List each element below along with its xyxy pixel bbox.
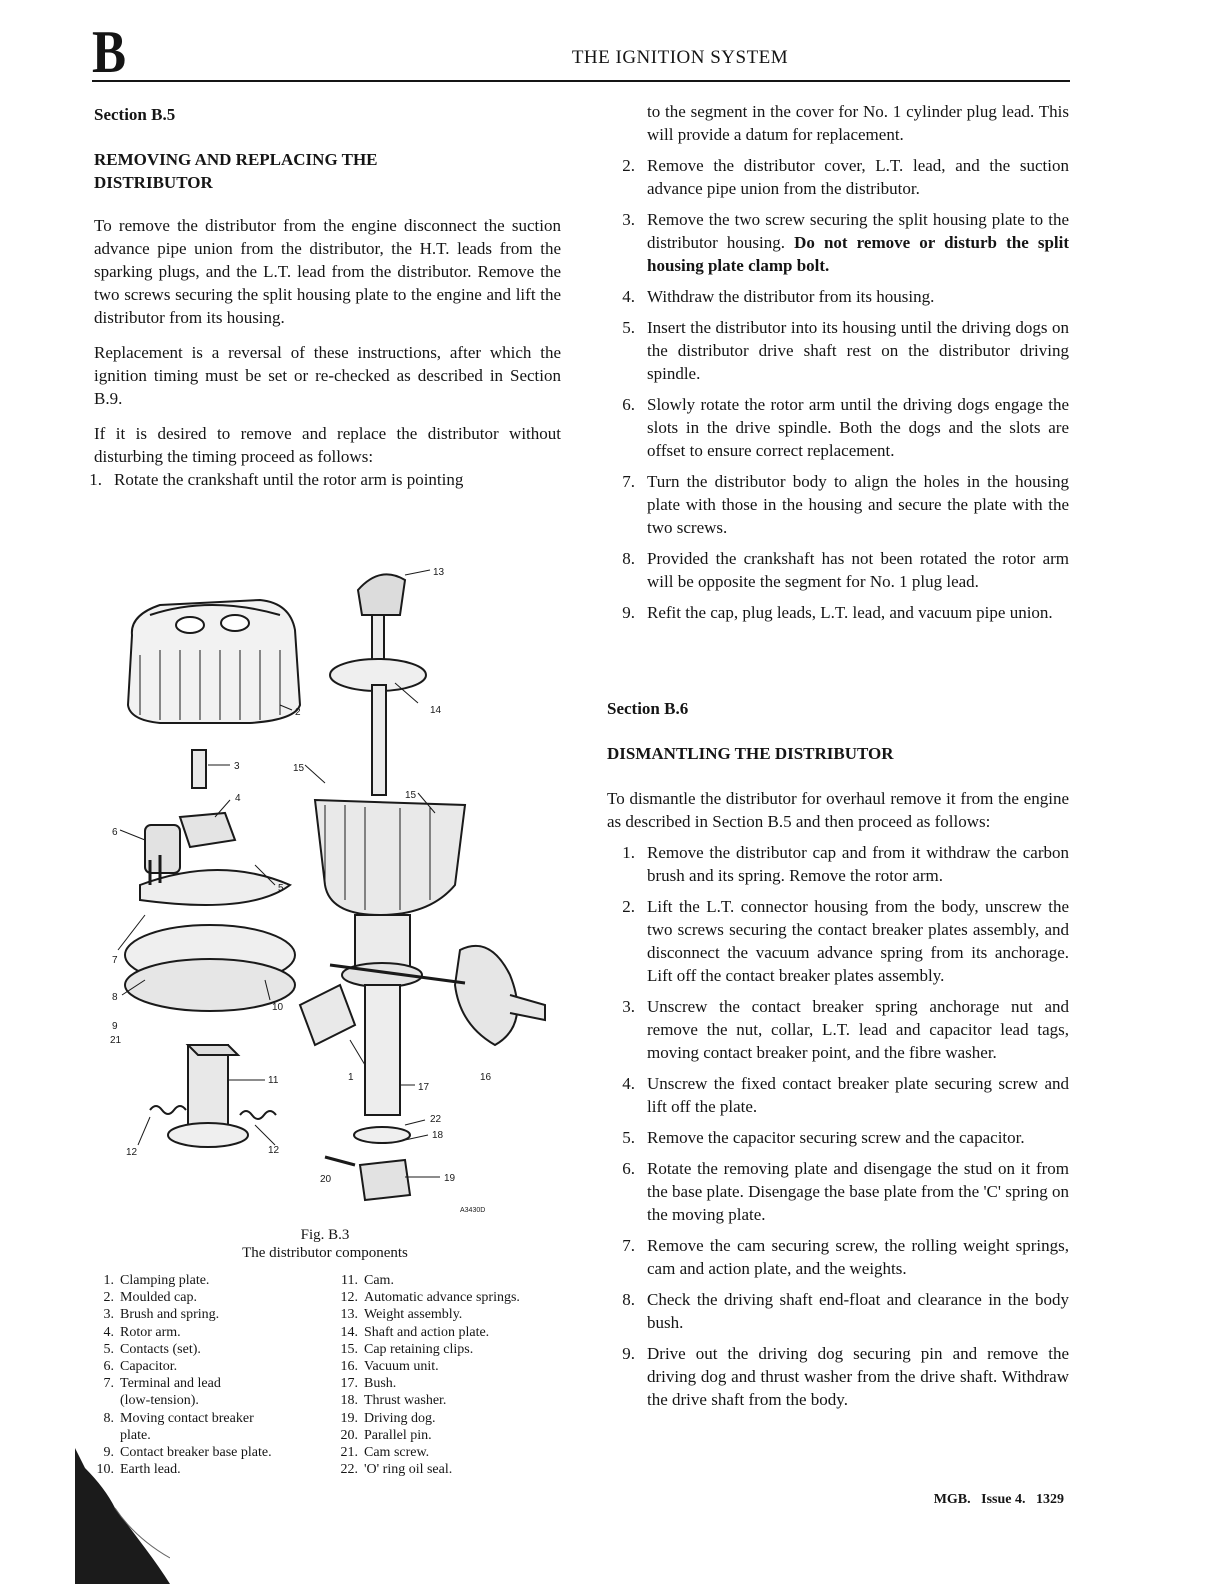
paragraph: Replacement is a reversal of these instructions, after which the ignition timing must be set or re-checked as described in Section B.9. — [94, 343, 561, 408]
list-item: 9. Refit the cap, plug leads, L.T. lead, and vacuum pipe union. — [622, 603, 1053, 622]
legend-right — [336, 1272, 566, 1478]
legend-row: plate. — [120, 1427, 151, 1443]
legend-row: 15. Cap retaining clips. — [340, 1341, 474, 1357]
legend-row: 18. Thrust washer. — [340, 1393, 447, 1409]
list-item: 5. Insert the distributor into its housing until the driving dogs on the distributor drive shaft rest on the distributor driving spindle. — [622, 318, 1069, 383]
paragraph: to the segment in the cover for No. 1 cylinder plug lead. This will provide a datum for replacement. — [647, 102, 1069, 144]
legend-row: 16. Vacuum unit. — [340, 1359, 439, 1375]
section-label-b5: Section B.5 — [94, 105, 176, 124]
callout-15: 15 — [405, 790, 417, 801]
callout-20: 20 — [320, 1174, 332, 1185]
legend-row: 4. Rotor arm. — [103, 1324, 181, 1340]
section-label-b6: Section B.6 — [607, 699, 689, 718]
list-item: 6. Slowly rotate the rotor arm until the driving dogs engage the slots in the drive spindle. Both the dogs and the slots are offset to ensure correct replacement. — [622, 395, 1069, 460]
legend-row: 2. Moulded cap. — [103, 1290, 197, 1306]
list-item: 8. Check the driving shaft end-float and clearance in the body bush. — [622, 1290, 1069, 1332]
footer-model: MGB. — [933, 1492, 971, 1507]
legend-row: 21. Cam screw. — [340, 1445, 430, 1461]
legend-row: 20. Parallel pin. — [340, 1427, 432, 1443]
list-item: 5. Remove the capacitor securing screw and the capacitor. — [622, 1128, 1025, 1147]
list-item: 3. Remove the two screw securing the split housing plate to the distributor housing. Do not remove or disturb the split housing plate clamp bolt. — [622, 210, 1070, 275]
callout-14: 14 — [430, 705, 442, 716]
right-column-bottom — [607, 697, 1069, 1419]
legend-row: 11. Cam. — [341, 1273, 394, 1288]
legend-row: 1. Clamping plate. — [103, 1273, 210, 1288]
list-item: 2. Remove the distributor cover, L.T. lead, and the suction advance pipe union from the distributor. — [622, 156, 1069, 198]
legend-row: 17. Bush. — [340, 1376, 397, 1392]
legend-row: 14. Shaft and action plate. — [340, 1324, 490, 1340]
list-item: 7. Remove the cam securing screw, the rolling weight springs, cam and action plate, and the weights. — [622, 1236, 1069, 1278]
legend-row: 6. Capacitor. — [103, 1359, 178, 1375]
callout-8: 8 — [112, 992, 118, 1003]
callout-4: 4 — [235, 793, 241, 804]
step-text: Rotate the crankshaft until the rotor arm is pointing — [114, 470, 464, 489]
list-item — [74, 468, 561, 491]
callout-13: 13 — [433, 567, 445, 578]
list-item: 6. Rotate the removing plate and disengage the stud on it from the base plate. Disengage the base plate from the 'C' spring on the moving plate. — [622, 1159, 1069, 1224]
legend-row: (low-tension). — [120, 1393, 199, 1409]
list-item: 4. Withdraw the distributor from its housing. — [622, 287, 935, 306]
callout-3: 3 — [234, 761, 240, 772]
step-number: 1. — [89, 470, 102, 489]
figure-ref-code: A3430D — [460, 1207, 486, 1214]
figure-number: Fig. B.3 — [300, 1227, 350, 1243]
section-heading-b5-line2: DISTRIBUTOR — [94, 173, 213, 192]
step-list — [607, 841, 1069, 1411]
legend-row: 19. Driving dog. — [340, 1410, 436, 1426]
section-heading-b6: DISMANTLING THE DISTRIBUTOR — [607, 744, 894, 763]
list-item: 1. Remove the distributor cap and from it withdraw the carbon brush and its spring. Remove the rotor arm. — [622, 843, 1069, 885]
callout-21: 21 — [110, 1035, 122, 1046]
paragraph: To dismantle the distributor for overhaul remove it from the engine as described in Section B.5 and then proceed as follows: — [607, 789, 1069, 831]
paragraph: If it is desired to remove and replace the distributor without disturbing the timing proceed as follows: — [94, 424, 561, 466]
footer-issue: Issue 4. — [981, 1492, 1026, 1507]
legend-row: 5. Contacts (set). — [103, 1341, 201, 1357]
header-rule — [92, 80, 1070, 82]
list-item: 2. Lift the L.T. connector housing from the body, unscrew the two screws securing the contact breaker plates assembly, and disconnect the vacuum advance spring from its anchorage. Lift off the contact breaker plates assembly. — [622, 897, 1069, 985]
callout-5: 5 — [278, 883, 284, 894]
distributor-exploded-diagram — [100, 555, 570, 1220]
callout-18: 18 — [432, 1130, 444, 1141]
callout-16: 16 — [480, 1072, 492, 1083]
legend-row: 7. Terminal and lead — [103, 1376, 221, 1392]
legend-row: 3. Brush and spring. — [103, 1307, 220, 1323]
callout-12: 12 — [268, 1145, 280, 1156]
legend-row: 12. Automatic advance springs. — [340, 1290, 520, 1306]
step-list — [74, 468, 561, 491]
callout-19: 19 — [444, 1173, 456, 1184]
step-list — [607, 154, 1069, 624]
list-item: 7. Turn the distributor body to align the holes in the housing plate with those in the housing and secure the plate with the two screws. — [622, 472, 1069, 537]
figure-caption — [100, 1226, 550, 1262]
callout-6: 6 — [112, 827, 118, 838]
callout-10: 10 — [272, 1002, 284, 1013]
callout-1: 1 — [348, 1072, 354, 1083]
legend-row: 13. Weight assembly. — [340, 1307, 463, 1323]
callout-17: 17 — [418, 1082, 430, 1093]
callout-12: 12 — [126, 1147, 138, 1158]
legend-row: 10. Earth lead. — [96, 1462, 181, 1478]
callout-9: 9 — [112, 1021, 118, 1032]
legend-row: 8. Moving contact breaker — [103, 1410, 254, 1426]
figure-title: The distributor components — [242, 1245, 408, 1261]
warning-text: Do not remove or disturb the split housing plate clamp bolt. — [647, 233, 1070, 275]
scan-thumb-shadow — [75, 1448, 170, 1584]
running-title: THE IGNITION SYSTEM — [571, 47, 789, 68]
section-letter: B — [92, 19, 126, 85]
list-item: 4. Unscrew the fixed contact breaker plate securing screw and lift off the plate. — [622, 1074, 1069, 1116]
callout-7: 7 — [112, 955, 118, 966]
right-column-top — [607, 100, 1069, 632]
legend-row: 9. Contact breaker base plate. — [103, 1445, 272, 1461]
section-heading-b5-line1: REMOVING AND REPLACING THE — [94, 150, 378, 169]
list-item: 8. Provided the crankshaft has not been rotated the rotor arm will be opposite the segment for No. 1 plug lead. — [622, 549, 1069, 591]
list-item: 3. Unscrew the contact breaker spring anchorage nut and remove the nut, collar, L.T. lead and capacitor lead tags, moving contact breaker point, and the fibre washer. — [622, 997, 1069, 1062]
paragraph: To remove the distributor from the engine disconnect the suction advance pipe union from the distributor, the H.T. leads from the sparking plugs, and the L.T. lead from the distributor. Remove the two screws securing the split housing plate to the engine and lift the distributor from its housing. — [94, 216, 561, 327]
callout-22: 22 — [430, 1114, 442, 1125]
left-column — [89, 103, 561, 499]
page-number: 1329 — [1036, 1492, 1064, 1507]
legend-row: 22. 'O' ring oil seal. — [340, 1462, 453, 1478]
callout-15: 15 — [293, 763, 305, 774]
list-item: 9. Drive out the driving dog securing pin and remove the driving dog and thrust washer from the drive shaft. Withdraw the drive shaft from the body. — [622, 1344, 1069, 1409]
page-footer — [934, 1492, 1064, 1508]
callout-11: 11 — [268, 1075, 279, 1086]
callout-2: 2 — [295, 707, 301, 718]
